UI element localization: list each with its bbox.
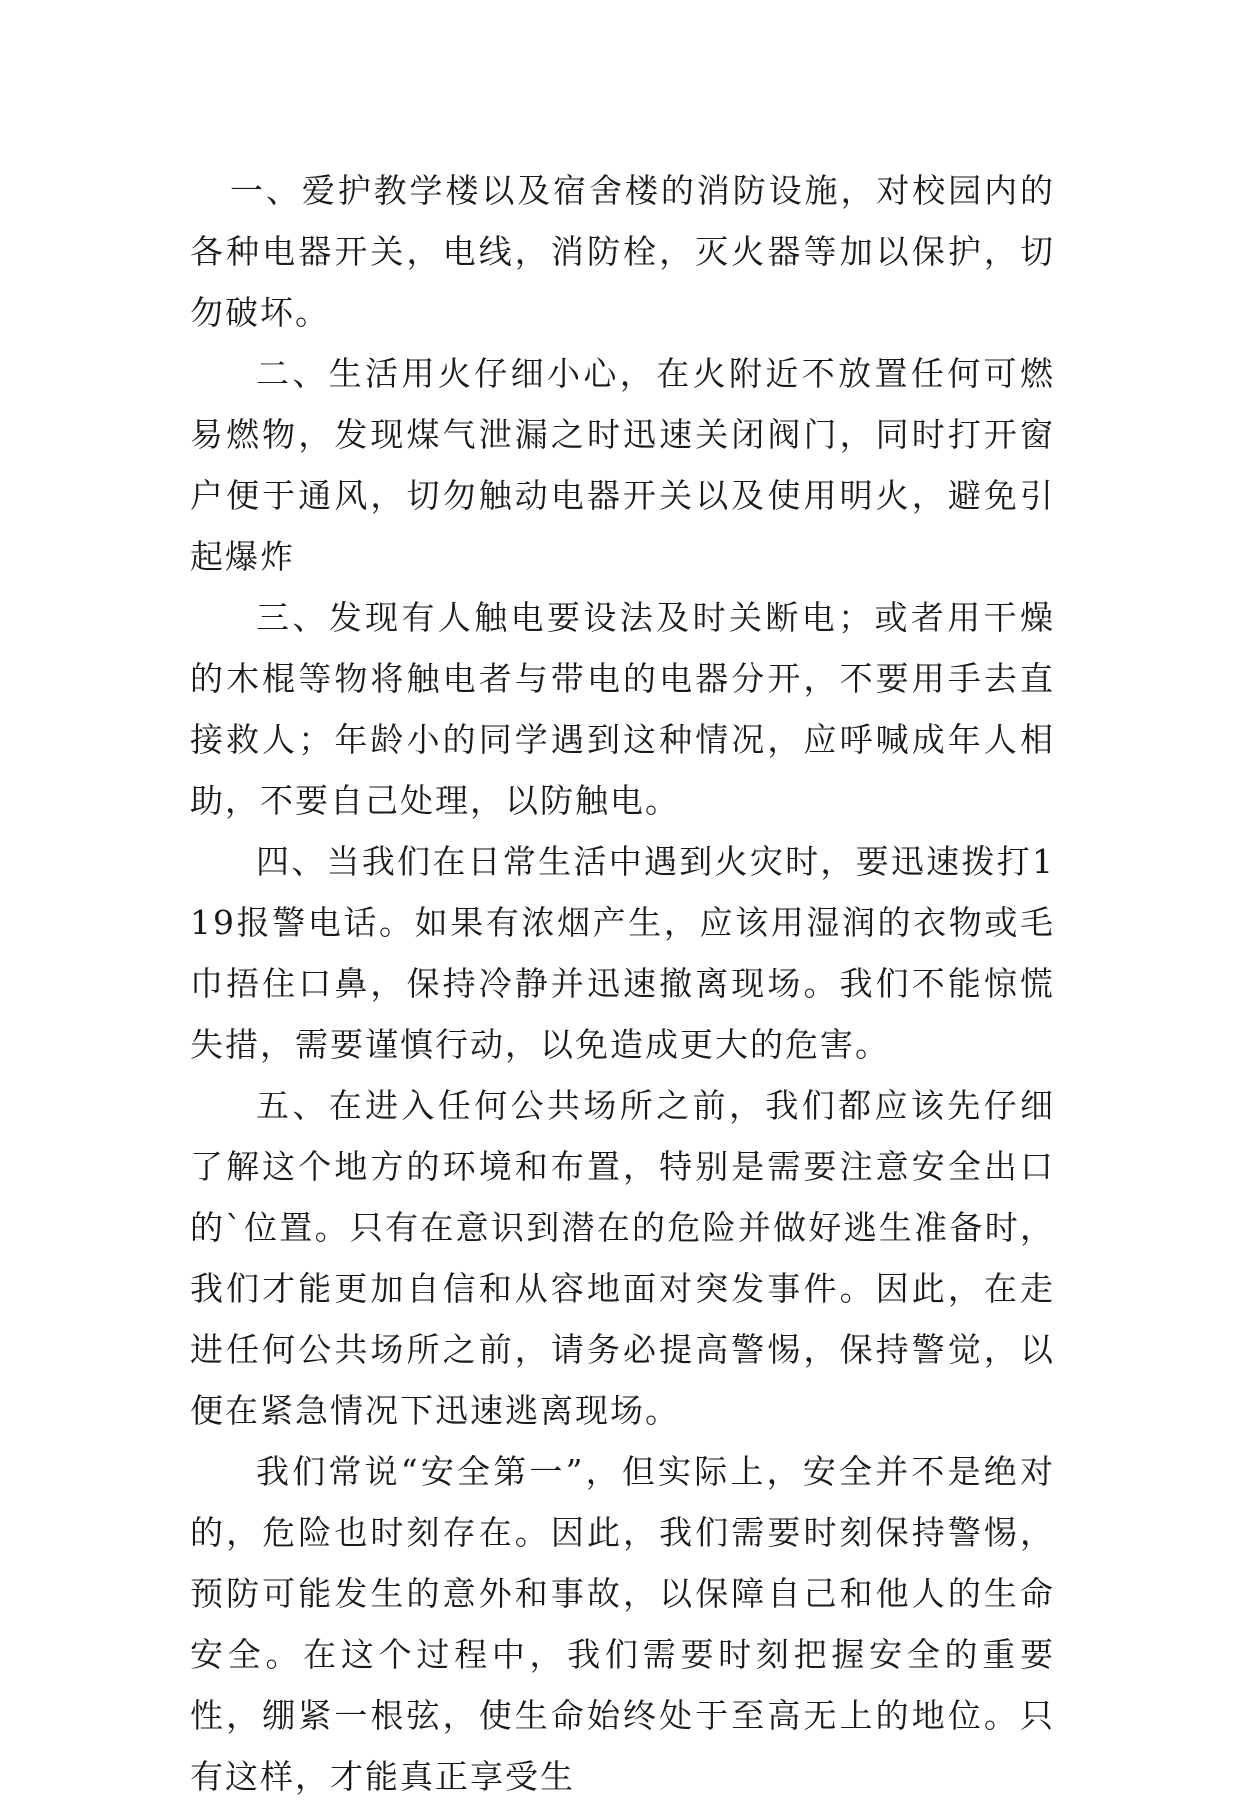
paragraph-fire-emergency: 四、当我们在日常生活中遇到火灾时，要迅速拨打119报警电话。如果有浓烟产生，应该用湿润的衣物或毛巾捂住口鼻，保持冷静并迅速撤离现场。我们不能惊慌失措，需要谨慎行动，以免造成更大的危害。 — [190, 842, 1055, 1064]
paragraph-public-places: 五、在进入任何公共场所之前，我们都应该先仔细了解这个地方的环境和布置，特别是需要注意安全出口的`位置。只有在意识到潜在的危险并做好逃生准备时，我们才能更加自信和从容地面对突发事件。因此，在走进任何公共场所之前，请务必提高警惕，保持警觉，以便在紧急情况下迅速逃离现场。 — [190, 1086, 1055, 1430]
paragraph-fire-facilities: 一、爱护教学楼以及宿舍楼的消防设施，对校园内的各种电器开关，电线，消防栓，灭火器等加以保护，切勿破坏。 — [190, 171, 1055, 332]
document-body — [190, 160, 1055, 1807]
paragraph-safety-first: 我们常说“安全第一”，但实际上，安全并不是绝对的，危险也时刻存在。因此，我们需要时刻保持警惕，预防可能发生的意外和事故，以保障自己和他人的生命安全。在这个过程中，我们需要时刻把握安全的重要性，绷紧一根弦，使生命始终处于至高无上的地位。只有这样，才能真正享受生 — [190, 1452, 1055, 1796]
paragraph-fire-safety: 二、生活用火仔细小心，在火附近不放置任何可燃易燃物，发现煤气泄漏之时迅速关闭阀门，同时打开窗户便于通风，切勿触动电器开关以及使用明火，避免引起爆炸 — [190, 354, 1055, 576]
paragraph-electric-shock: 三、发现有人触电要设法及时关断电；或者用干燥的木棍等物将触电者与带电的电器分开，不要用手去直接救人；年龄小的同学遇到这种情况，应呼喊成年人相助，不要自己处理，以防触电。 — [190, 598, 1055, 820]
